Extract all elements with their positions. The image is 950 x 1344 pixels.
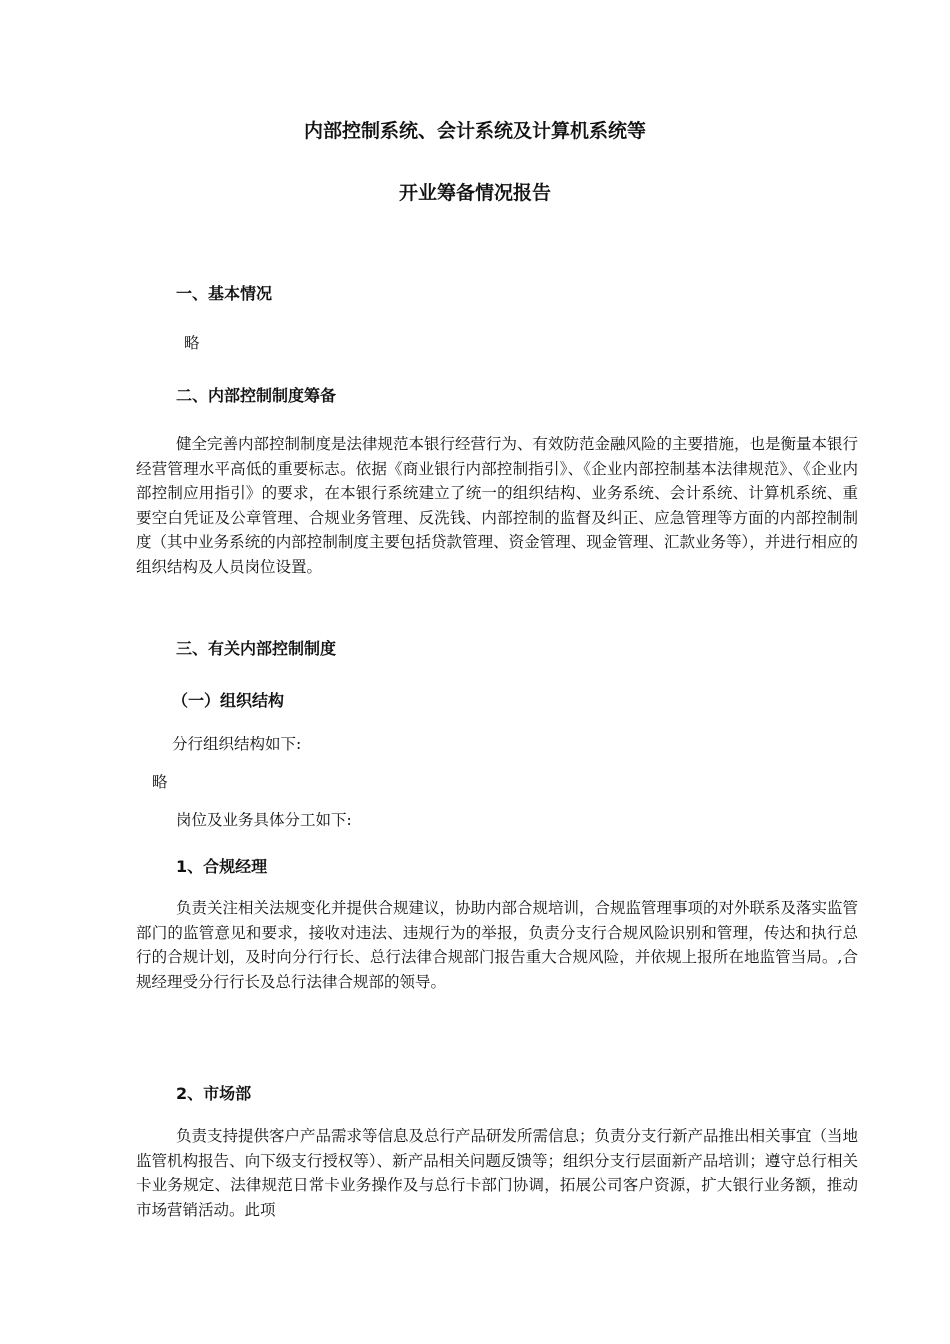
org-structure-intro: 分行组织结构如下: <box>172 735 302 753</box>
subsection-org-heading: （一）组织结构 <box>172 691 285 710</box>
item2-heading: 2、市场部 <box>176 1084 252 1103</box>
document-title-line1: 内部控制系统、会计系统及计算机系统等 <box>303 120 646 142</box>
document-title-line2: 开业筹备情况报告 <box>398 182 551 204</box>
item1-paragraph: 负责关注相关法规变化并提供合规建议，协助内部合规培训，合规监管理事项的对外联系及落实监管部门的监管意见和要求，接收对违法、违规行为的举报，负责分支行合规风险识别和管理，传达和执行总行的合规计划，及时向分行行长、总行法律合规部门报告重大合规风险，并依规上报所在地监管当局。,合规经理受分行行长及总行法律合规部的领导。 <box>136 899 859 991</box>
section2-heading: 二、内部控制制度筹备 <box>176 386 337 405</box>
section1-content: 略 <box>184 334 200 352</box>
item1-heading: 1、合规经理 <box>176 857 268 876</box>
section3-heading: 三、有关内部控制制度 <box>176 639 337 658</box>
org-structure-content: 略 <box>152 773 168 791</box>
section2-paragraph: 健全完善内部控制制度是法律规范本银行经营行为、有效防范金融风险的主要措施，也是衡量本银行经营管理水平高低的重要标志。依据《商业银行内部控制指引》、《企业内部控制基本法律规范》、《企业内部控制应用指引》的要求，在本银行系统建立了统一的组织结构、业务系统、会计系统、计算机系统、重要空白凭证及公章管理、合规业务管理、反洗钱、内部控制的监督及纠正、应急管理等方面的内部控制制度（其中业务系统的内部控制制度主要包括贷款管理、资金管理、现金管理、汇款业务等），并进行相应的组织结构及人员岗位设置。 <box>136 435 859 576</box>
duties-intro: 岗位及业务具体分工如下: <box>176 811 352 829</box>
section1-heading: 一、基本情况 <box>176 284 273 303</box>
item2-paragraph: 负责支持提供客户产品需求等信息及总行产品研发所需信息；负责分支行新产品推出相关事宜（当地监管机构报告、向下级支行授权等）、新产品相关问题反馈等；组织分支行层面新产品培训；遵守总行相关卡业务规定、法律规范日常卡业务操作及与总行卡部门协调，拓展公司客户资源，扩大银行业务额，推动市场营销活动。此项 <box>136 1127 859 1219</box>
